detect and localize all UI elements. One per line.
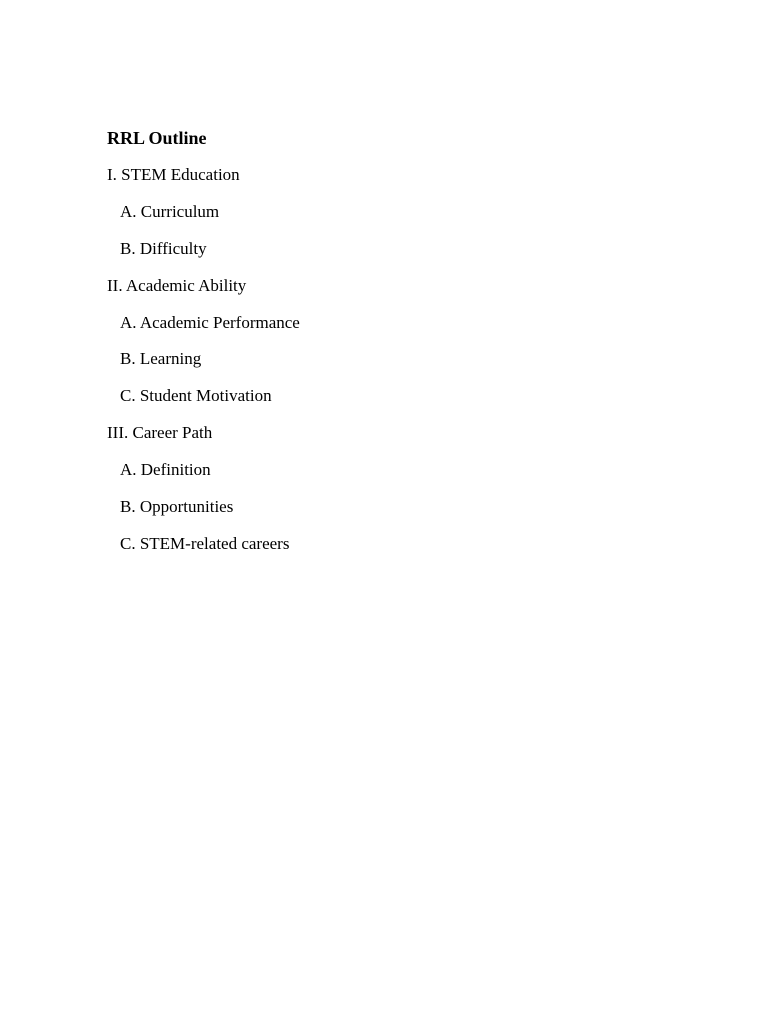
outline-subitem: A. Academic Performance (120, 312, 300, 332)
outline (107, 125, 300, 568)
section-heading: II. Academic Ability (107, 275, 247, 295)
outline-title: RRL Outline (107, 128, 207, 148)
outline-subitem: B. Learning (120, 349, 202, 369)
section-heading: III. Career Path (107, 423, 213, 443)
outline-subitem: B. Difficulty (120, 238, 207, 258)
outline-subitem: A. Definition (120, 460, 211, 480)
outline-subitem: C. Student Motivation (120, 386, 272, 406)
outline-subitem: A. Curriculum (120, 201, 220, 221)
outline-subitem: B. Opportunities (120, 497, 234, 517)
outline-subitem: C. STEM-related careers (120, 533, 290, 553)
section-heading: I. STEM Education (107, 165, 240, 184)
